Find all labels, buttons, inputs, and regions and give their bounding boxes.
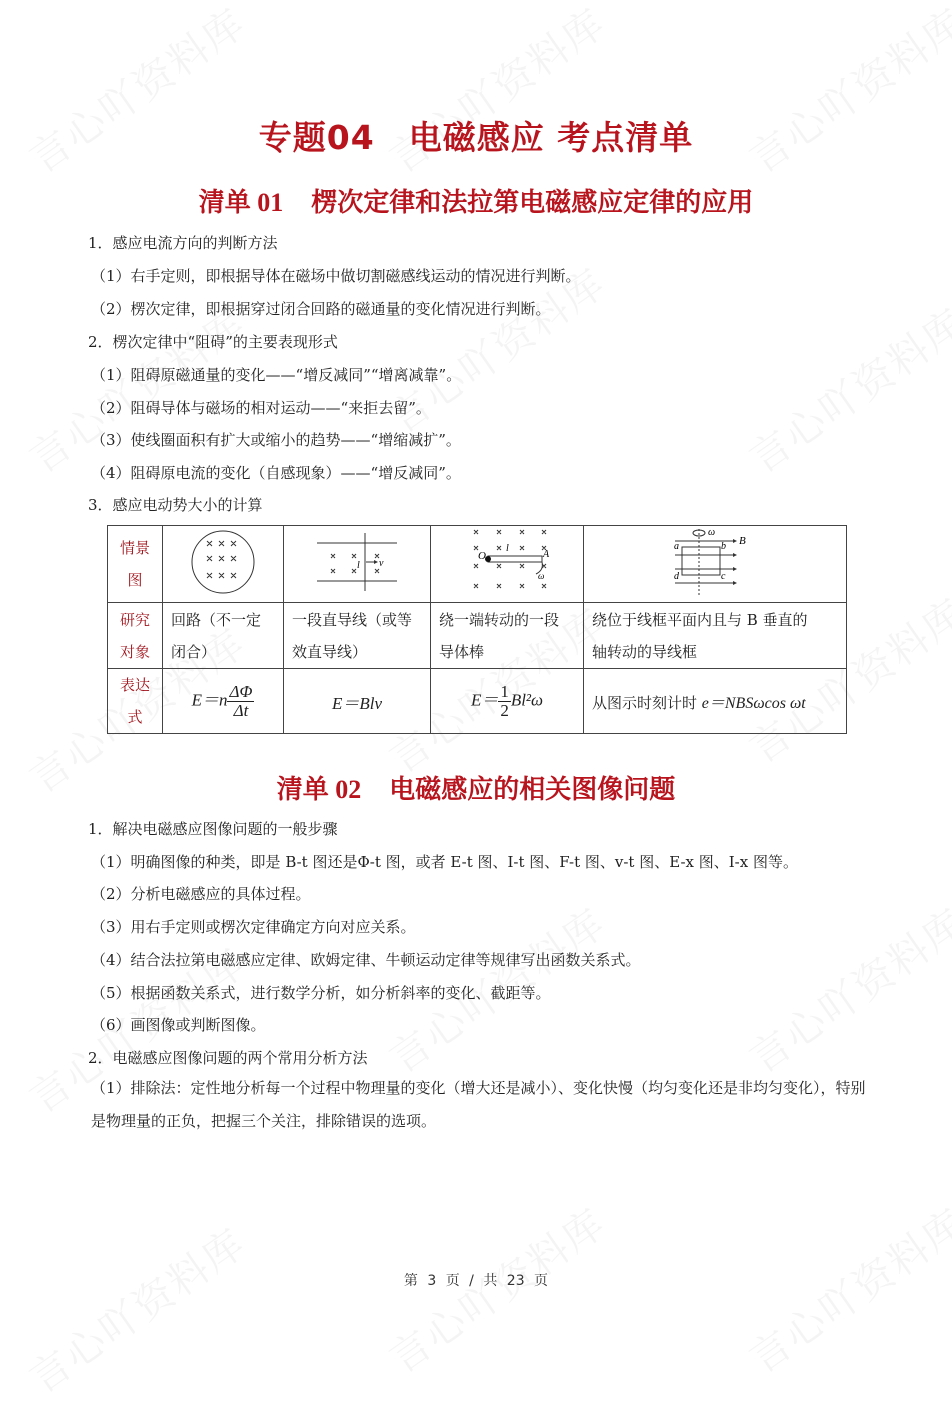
expression-cell bbox=[163, 669, 284, 734]
list-item: 2．楞次定律中“阻碍”的主要表现形式 bbox=[88, 333, 338, 351]
row-header-line: 表达 bbox=[119, 676, 150, 694]
page-title: 专题04 电磁感应 考点清单 bbox=[258, 118, 694, 157]
section-2-title: 电磁感应的相关图像问题 bbox=[389, 775, 676, 805]
cell-line: 效直导线） bbox=[292, 642, 368, 661]
rotating-rod-icon bbox=[462, 527, 552, 597]
numerator: ΔΦ bbox=[229, 681, 253, 701]
expression-cell bbox=[431, 669, 584, 734]
denominator: 2 bbox=[500, 700, 509, 720]
list-item: （4）结合法拉第电磁感应定律、欧姆定律、牛顿运动定律等规律写出函数关系式。 bbox=[91, 951, 641, 969]
formula: e＝NBSωcos ωt bbox=[701, 694, 806, 712]
cell-line: 闭合） bbox=[171, 642, 217, 661]
cell-line: 绕位于线框平面内且与 B 垂直的 bbox=[592, 610, 808, 629]
object-cell bbox=[431, 603, 584, 669]
fraction bbox=[227, 683, 254, 720]
label-a: a bbox=[674, 541, 679, 552]
object-cell bbox=[584, 603, 847, 669]
list-item: （5）根据函数关系式，进行数学分析，如分析斜率的变化、截距等。 bbox=[91, 984, 551, 1002]
table-row-objects bbox=[108, 603, 847, 669]
list-item: 2．电磁感应图像问题的两个常用分析方法 bbox=[88, 1049, 368, 1067]
label-l: l bbox=[357, 560, 360, 571]
label-d: d bbox=[674, 571, 679, 582]
list-item: （6）画图像或判断图像。 bbox=[91, 1016, 266, 1034]
label-c: c bbox=[721, 571, 726, 582]
circle-loop-with-field-icon bbox=[188, 527, 258, 597]
cell-line: 回路（不一定 bbox=[171, 610, 262, 629]
object-cell bbox=[163, 603, 284, 669]
row-header-line: 式 bbox=[127, 708, 143, 726]
row-header-scenario bbox=[108, 526, 163, 603]
formula-rhs: Bl²ω bbox=[510, 689, 544, 709]
list-item: （2）阻碍导体与磁场的相对运动——“来拒去留”。 bbox=[91, 399, 431, 417]
section-2-number: 清单 02 bbox=[276, 775, 362, 804]
row-header-line: 情景 bbox=[119, 539, 150, 557]
emf-calculation-table bbox=[107, 525, 847, 734]
cell-line: 一段直导线（或等 bbox=[292, 610, 413, 629]
list-item: （1）右手定则，即根据导体在磁场中做切割磁感线运动的情况进行判断。 bbox=[91, 267, 581, 285]
formula-lhs: E＝n bbox=[191, 689, 228, 709]
list-item: （1）阻碍原磁通量的变化——“增反减同”“增离减靠”。 bbox=[91, 366, 462, 384]
label-omega: ω bbox=[538, 571, 545, 581]
list-item: （3）使线圈面积有扩大或缩小的趋势——“增缩减扩”。 bbox=[91, 431, 461, 449]
list-item: 3．感应电动势大小的计算 bbox=[88, 496, 263, 514]
label-A: A bbox=[543, 549, 550, 560]
label-b: b bbox=[721, 541, 726, 552]
section-1-number: 清单 01 bbox=[198, 188, 284, 217]
list-item: （2）分析电磁感应的具体过程。 bbox=[91, 885, 311, 903]
formula-prefix: 从图示时刻计时 bbox=[592, 693, 702, 712]
list-item: （1）排除法：定性地分析每一个过程中物理量的变化（增大还是减小）、变化快慢（均匀变化还是非均匀变化），特别是物理量的正负，把握三个关注，排除错误的选项。 bbox=[91, 1079, 866, 1130]
page-number: 第 3 页 / 共 23 页 bbox=[403, 1273, 549, 1289]
label-l: l bbox=[506, 543, 509, 554]
formula-lhs: E＝ bbox=[470, 689, 499, 709]
row-header-expression bbox=[108, 669, 163, 734]
denominator: Δt bbox=[233, 700, 249, 720]
fraction bbox=[498, 683, 511, 720]
cell-line: 轴转动的导线框 bbox=[592, 642, 698, 661]
cell-line: 绕一端转动的一段 bbox=[439, 610, 560, 629]
row-header-object bbox=[108, 603, 163, 669]
label-omega: ω bbox=[708, 527, 716, 538]
diagram-cell bbox=[163, 526, 284, 603]
list-item: （4）阻碍原电流的变化（自感现象）——“增反减同”。 bbox=[91, 464, 461, 482]
expression-cell bbox=[584, 669, 847, 734]
row-header-line: 对象 bbox=[119, 642, 150, 661]
straight-rod-on-rails-icon bbox=[312, 531, 402, 593]
section-2-heading bbox=[0, 769, 952, 806]
table-row-expressions bbox=[108, 669, 847, 734]
diagram-cell bbox=[284, 526, 431, 603]
numerator: 1 bbox=[500, 681, 509, 701]
cell-line: 导体棒 bbox=[439, 642, 485, 661]
expression-cell bbox=[284, 669, 431, 734]
diagram-cell bbox=[431, 526, 584, 603]
list-item: 1．解决电磁感应图像问题的一般步骤 bbox=[88, 820, 338, 838]
list-item: 1．感应电流方向的判断方法 bbox=[88, 234, 278, 252]
section-1-title: 楞次定律和法拉第电磁感应定律的应用 bbox=[311, 188, 754, 218]
row-header-line: 图 bbox=[127, 571, 143, 589]
label-O: O bbox=[478, 550, 486, 562]
section-1-heading bbox=[0, 182, 952, 219]
diagram-cell bbox=[584, 526, 847, 603]
formula: E＝Blv bbox=[331, 693, 383, 713]
table-row-diagrams bbox=[108, 526, 847, 603]
list-item: （2）楞次定律，即根据穿过闭合回路的磁通量的变化情况进行判断。 bbox=[91, 300, 551, 318]
list-item: （1）明确图像的种类，即是 B-t 图还是Φ-t 图，或者 E-t 图、I-t 图、F-t 图、v-t 图、E-x 图、I-x 图等。 bbox=[91, 853, 798, 871]
label-B: B bbox=[739, 535, 746, 547]
label-v: v bbox=[379, 558, 384, 569]
list-item: （3）用右手定则或楞次定律确定方向对应关系。 bbox=[91, 918, 416, 936]
rotating-coil-frame-icon bbox=[670, 527, 760, 597]
object-cell bbox=[284, 603, 431, 669]
row-header-line: 研究 bbox=[119, 610, 150, 629]
